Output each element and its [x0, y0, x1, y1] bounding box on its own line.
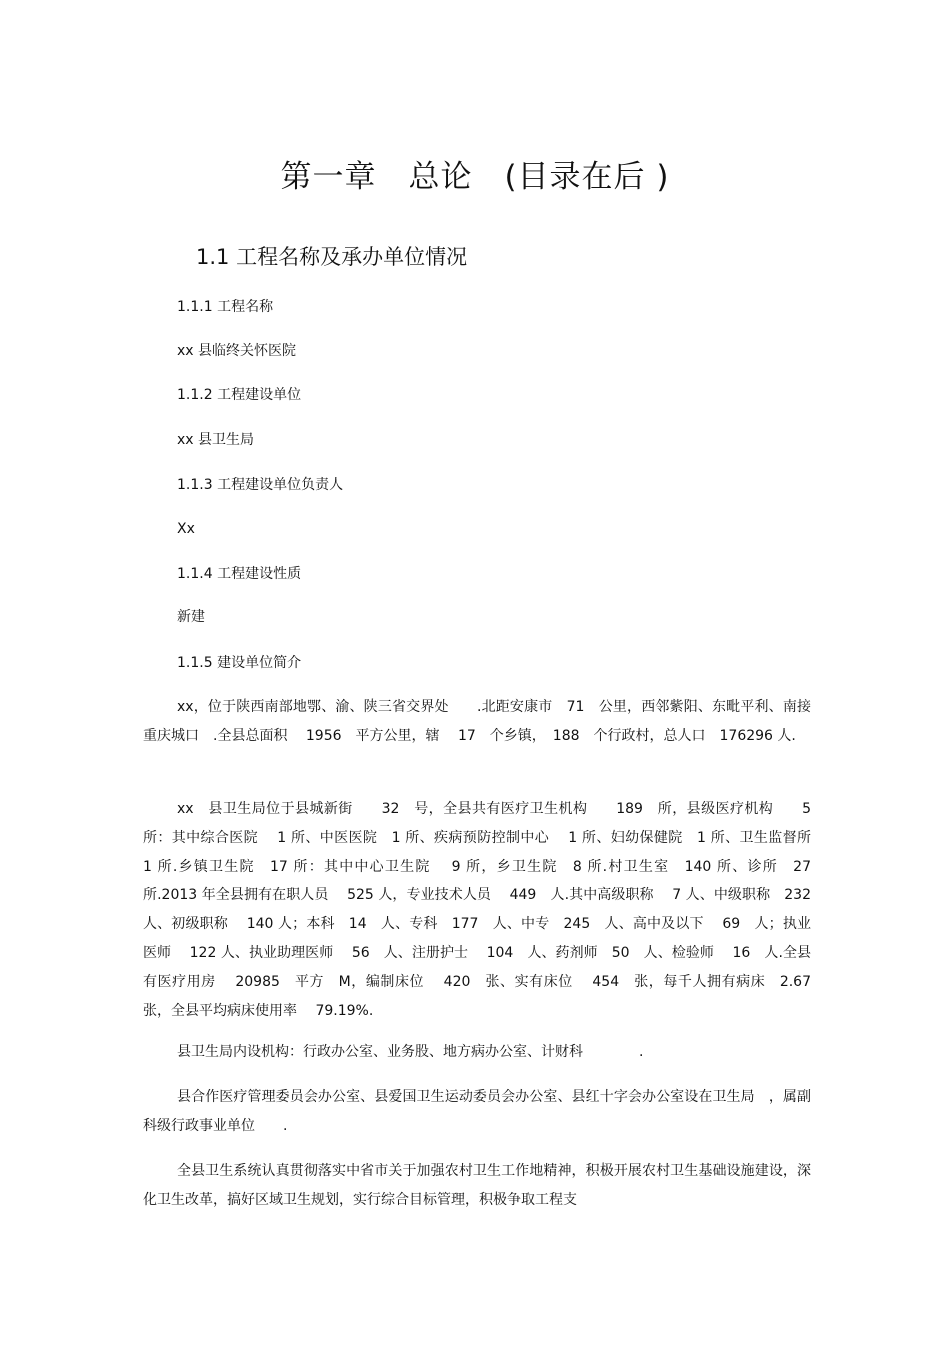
paragraph-affiliated-offices: 县合作医疗管理委员会办公室、县爱国卫生运动委员会办公室、县红十字会办公室设在卫生局 ，属副科级行政事业单位 . [143, 1089, 811, 1134]
item-value-construction-unit: xx 县卫生局 [177, 432, 255, 448]
item-label-project-name: 1.1.1 工程名称 [177, 299, 274, 315]
paragraph-county-overview: xx，位于陕西南部地鄂、渝、陕三省交界处 .北距安康市 71 公里，西邻紫阳、东毗平利、南接重庆城口 .全县总面积 1956 平方公里，辖 17 个乡镇， 188 个行政村，总人口 176296 人. [143, 699, 811, 744]
item-value-construction-nature: 新建 [177, 609, 205, 625]
item-label-unit-leader: 1.1.3 工程建设单位负责人 [177, 477, 344, 493]
item-label-construction-nature: 1.1.4 工程建设性质 [177, 566, 302, 582]
item-label-unit-profile: 1.1.5 建设单位简介 [177, 655, 302, 671]
paragraph-health-bureau: xx 县卫生局位于县城新街 32 号，全县共有医疗卫生机构 189 所，县级医疗机构 5 所：其中综合医院 1 所、中医医院 1 所、疾病预防控制中心 1 所、妇幼保健院 1 所、卫生监督所 1 所.乡镇卫生院 17 所：其中中心卫生院 9 所，乡卫生院 8 所.村卫生室 140 所、诊所 27 所.2013 年全县拥有在职人员 525 人，专业技术人员 449 人.其中高级职称 7 人、中级职称 232 人、初级职称 140 人；本科 14 人、专科 177 人、中专 245 人、高中及以下 69 人；执业医师 122 人、执业助理医师 56 人、注册护士 104 人、药剂师 50 人、检验师 16 人.全县有医疗用房 20985 平方 M，编制床位 420 张、实有床位 454 张，每千人拥有病床 2.67 张，全县平均病床使用率 79.19%. [143, 801, 825, 1019]
paragraph-rural-health-work: 全县卫生系统认真贯彻落实中省市关于加强农村卫生工作地精神，积极开展农村卫生基础设施建设，深化卫生改革，搞好区域卫生规划，实行综合目标管理，积极争取工程支 [143, 1163, 811, 1208]
item-value-project-name: xx 县临终关怀医院 [177, 343, 297, 359]
paragraph-internal-departments: 县卫生局内设机构：行政办公室、业务股、地方病办公室、计财科 . [177, 1044, 644, 1060]
chapter-title: 第一章 总论 (目录在后 ) [280, 159, 670, 195]
section-heading: 1.1 工程名称及承办单位情况 [196, 245, 468, 269]
item-value-unit-leader: Xx [177, 521, 195, 537]
item-label-construction-unit: 1.1.2 工程建设单位 [177, 387, 302, 403]
